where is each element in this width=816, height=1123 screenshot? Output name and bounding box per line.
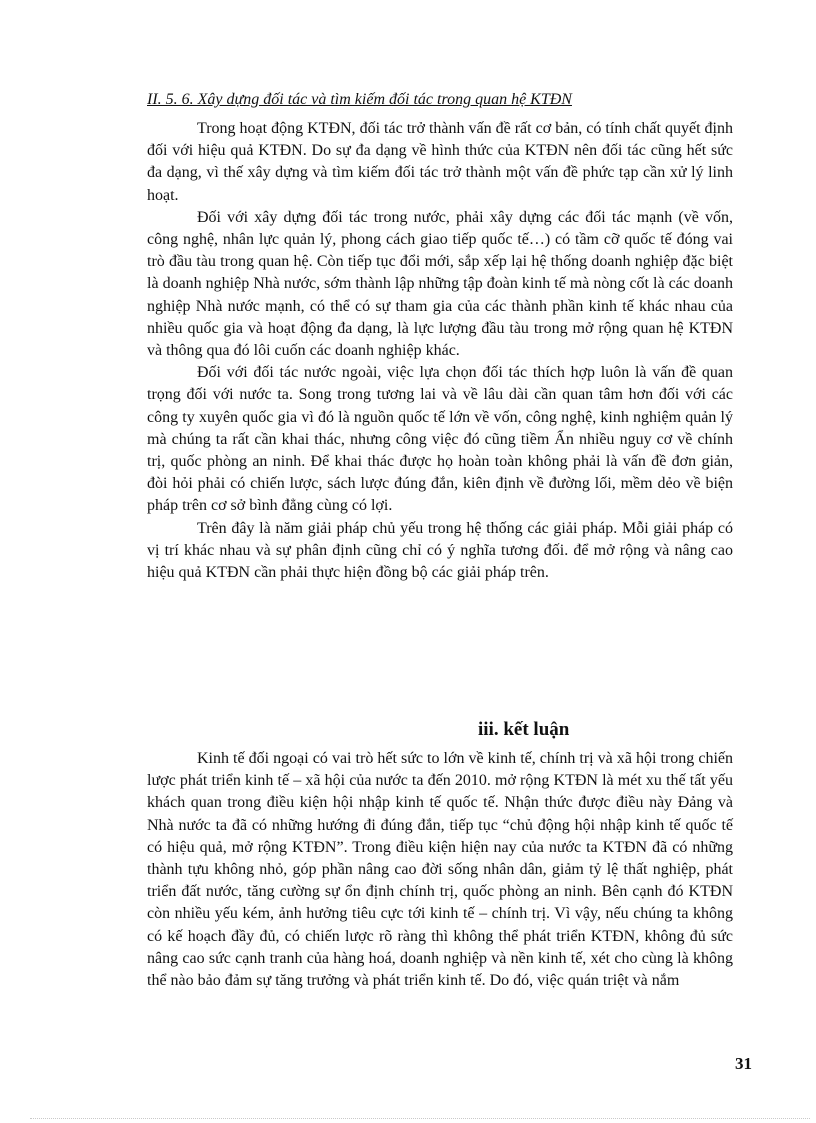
page-number: 31	[735, 1054, 752, 1073]
paragraph-partners-role: Trong hoạt động KTĐN, đối tác trở thành vấn đề rất cơ bản, có tính chất quyết định đối với hiệu quả KTĐN. Do sự đa dạng về hình thức của KTĐN nên đối tác cũng hết sức đa dạng, vì thế xây dựng và tìm kiếm đối tác trở thành một vấn đề phức tạp cần xử lý linh hoạt.	[147, 120, 733, 204]
paragraph-conclusion: Kinh tế đối ngoại có vai trò hết sức to lớn về kinh tế, chính trị và xã hội trong chiến lược phát triển kinh tế – xã hội của nước ta đến 2010. mở rộng KTĐN là mét xu thế tất yếu khách quan trong điều kiện hội nhập kinh tế quốc tế. Nhận thức được điều này Đảng và Nhà nước ta đã có những hướng đi đúng đắn, tiếp tục “chủ động hội nhập kinh tế quốc tế có hiệu quả, mở rộng KTĐN”. Trong điều kiện hiện nay của nước ta KTĐN đã có những thành tựu không nhỏ, góp phần nâng cao đời sống nhân dân, giảm tỷ lệ thất nghiệp, phát triển đất nước, tăng cường sự ổn định chính trị, quốc phòng an ninh. Bên cạnh đó KTĐN còn nhiều yếu kém, ảnh hưởng tiêu cực tới kinh tế – chính trị. Vì vậy, nếu chúng ta không có kế hoạch đầy đủ, có chiến lược rõ ràng thì không thể phát triển KTĐN, không đủ sức nâng cao sức cạnh tranh của hàng hoá, doanh nghiệp và nền kinh tế, xét cho cùng là không thể nào bảo đảm sự tăng trưởng và phát triển kinh tế. Do đó, việc quán triệt và nắm	[147, 750, 733, 990]
section-heading: II. 5. 6. Xây dựng đối tác và tìm kiếm đối tác trong quan hệ KTĐN	[147, 91, 572, 108]
paragraph-domestic-partners: Đối với xây dựng đối tác trong nước, phải xây dựng các đối tác mạnh (về vốn, công nghệ, nhân lực quản lý, phong cách giao tiếp quốc tế…) có tầm cỡ quốc tế đóng vai trò đầu tàu trong quan hệ. Còn tiếp tục đổi mới, sắp xếp lại hệ thống doanh nghiệp đặc biệt là doanh nghiệp Nhà nước, sớm thành lập những tập đoàn kinh tế mà nòng cốt là các doanh nghiệp Nhà nước mạnh, có thể có sự tham gia của các thành phần kinh tế khác nhau của nhiều quốc gia và hoạt động đa dạng, là lực lượng đầu tàu trong mở rộng quan hệ KTĐN và thông qua đó lôi cuốn các doanh nghiệp khác.	[147, 208, 733, 360]
section-body	[147, 118, 733, 584]
conclusion-title: iii. kết luận	[478, 719, 570, 740]
paragraph-summary: Trên đây là năm giải pháp chủ yếu trong hệ thống các giải pháp. Mỗi giải pháp có vị trí khác nhau và sự phân định cũng chỉ có ý nghĩa tương đối. để mở rộng và nâng cao hiệu quả KTĐN cần phải thực hiện đồng bộ các giải pháp trên.	[147, 519, 733, 582]
page-bottom-border	[30, 1118, 810, 1119]
paragraph-foreign-partners: Đối với đối tác nước ngoài, việc lựa chọn đối tác thích hợp luôn là vấn đề quan trọng đối với nước ta. Song trong tương lai và về lâu dài cần quan tâm hơn đối với các công ty xuyên quốc gia vì đó là nguồn quốc tế lớn về vốn, công nghệ, kinh nghiệm quản lý mà chúng ta rất cần khai thác, nhưng công việc đó cũng tiềm Ẩn nhiều nguy cơ về chính trị, quốc phòng an ninh. Để khai thác được họ hoàn toàn không phải là vấn đề đơn giản, đòi hỏi phải có chiến lược, sách lược đúng đắn, kiên định về đường lối, mềm dẻo về biện pháp trên cơ sở bình đẳng cùng có lợi.	[147, 364, 733, 515]
conclusion-body	[147, 748, 733, 992]
